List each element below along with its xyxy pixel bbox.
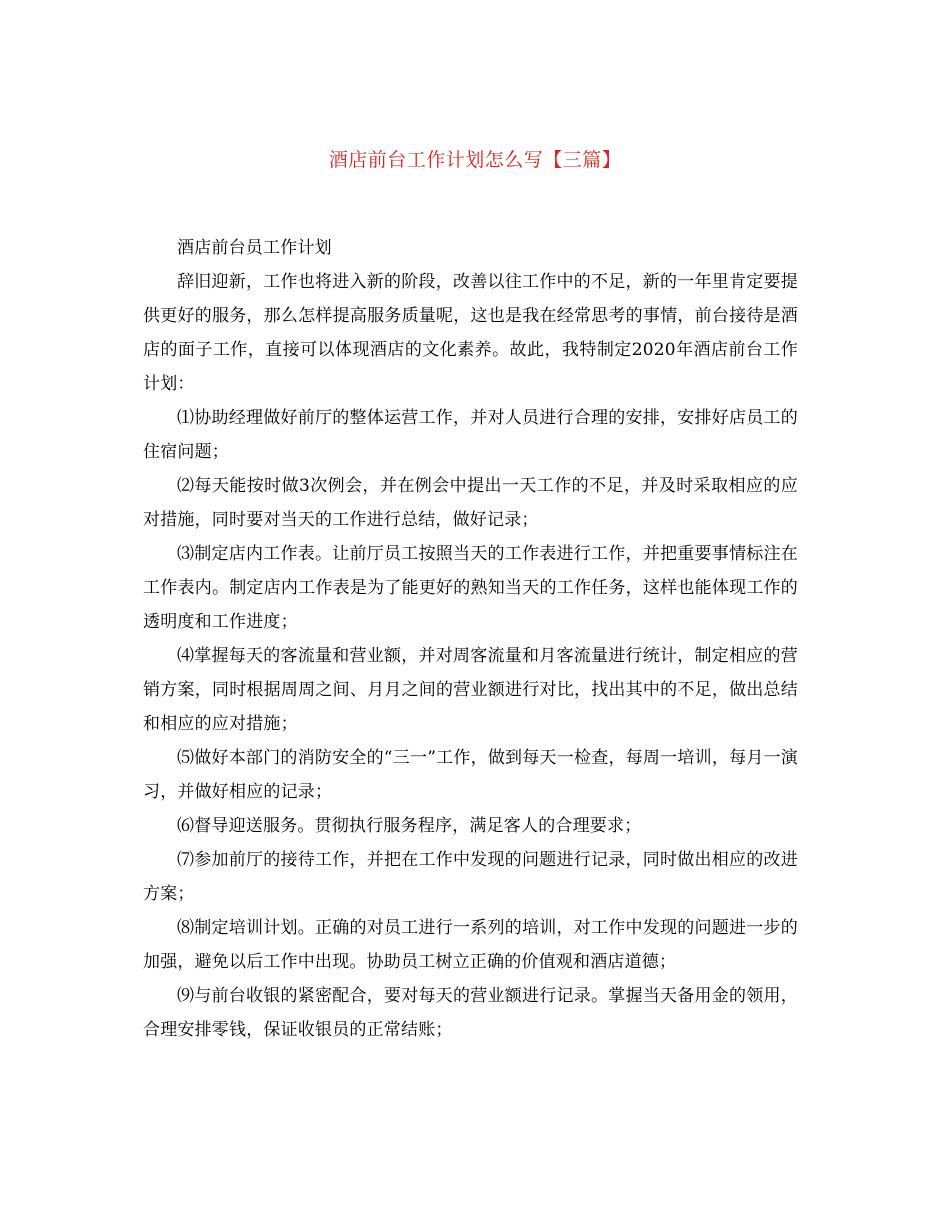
- plan-item-9: ⑼与前台收银的紧密配合，要对每天的营业额进行记录。掌握当天备用金的领用，合理安排零钱，保证收银员的正常结账；: [143, 986, 798, 1040]
- section-heading: 酒店前台员工作计划: [177, 238, 332, 258]
- plan-item-4: ⑷掌握每天的客流量和营业额，并对周客流量和月客流量进行统计，制定相应的营销方案，同时根据周周之间、月月之间的营业额进行对比，找出其中的不足，做出总结和相应的应对措施；: [143, 646, 798, 734]
- plan-item-6: ⑹督导迎送服务。贯彻执行服务程序，满足客人的合理要求；: [177, 816, 642, 836]
- plan-item-8: ⑻制定培训计划。正确的对员工进行一系列的培训，对工作中发现的问题进一步的加强，避免以后工作中出现。协助员工树立正确的价值观和酒店道德；: [143, 918, 798, 972]
- document-body: [143, 231, 798, 1047]
- intro-paragraph: 辞旧迎新，工作也将进入新的阶段，改善以往工作中的不足，新的一年里肯定要提供更好的服务，那么怎样提高服务质量呢，这也是我在经常思考的事情，前台接待是酒店的面子工作，直接可以体现酒店的文化素养。故此，我特制定2020年酒店前台工作计划：: [143, 272, 798, 394]
- plan-item-3: ⑶制定店内工作表。让前厅员工按照当天的工作表进行工作，并把重要事情标注在工作表内。制定店内工作表是为了能更好的熟知当天的工作任务，这样也能体现工作的透明度和工作进度；: [143, 544, 798, 632]
- document-title: 酒店前台工作计划怎么写【三篇】: [328, 149, 622, 171]
- plan-item-5: ⑸做好本部门的消防安全的“三一”工作，做到每天一检查，每周一培训，每月一演习，并做好相应的记录；: [143, 748, 798, 802]
- plan-item-1: ⑴协助经理做好前厅的整体运营工作，并对人员进行合理的安排，安排好店员工的住宿问题；: [143, 408, 798, 462]
- plan-item-2: ⑵每天能按时做3次例会，并在例会中提出一天工作的不足，并及时采取相应的应对措施，同时要对当天的工作进行总结，做好记录；: [143, 476, 798, 530]
- plan-item-7: ⑺参加前厅的接待工作，并把在工作中发现的问题进行记录，同时做出相应的改进方案；: [143, 850, 798, 904]
